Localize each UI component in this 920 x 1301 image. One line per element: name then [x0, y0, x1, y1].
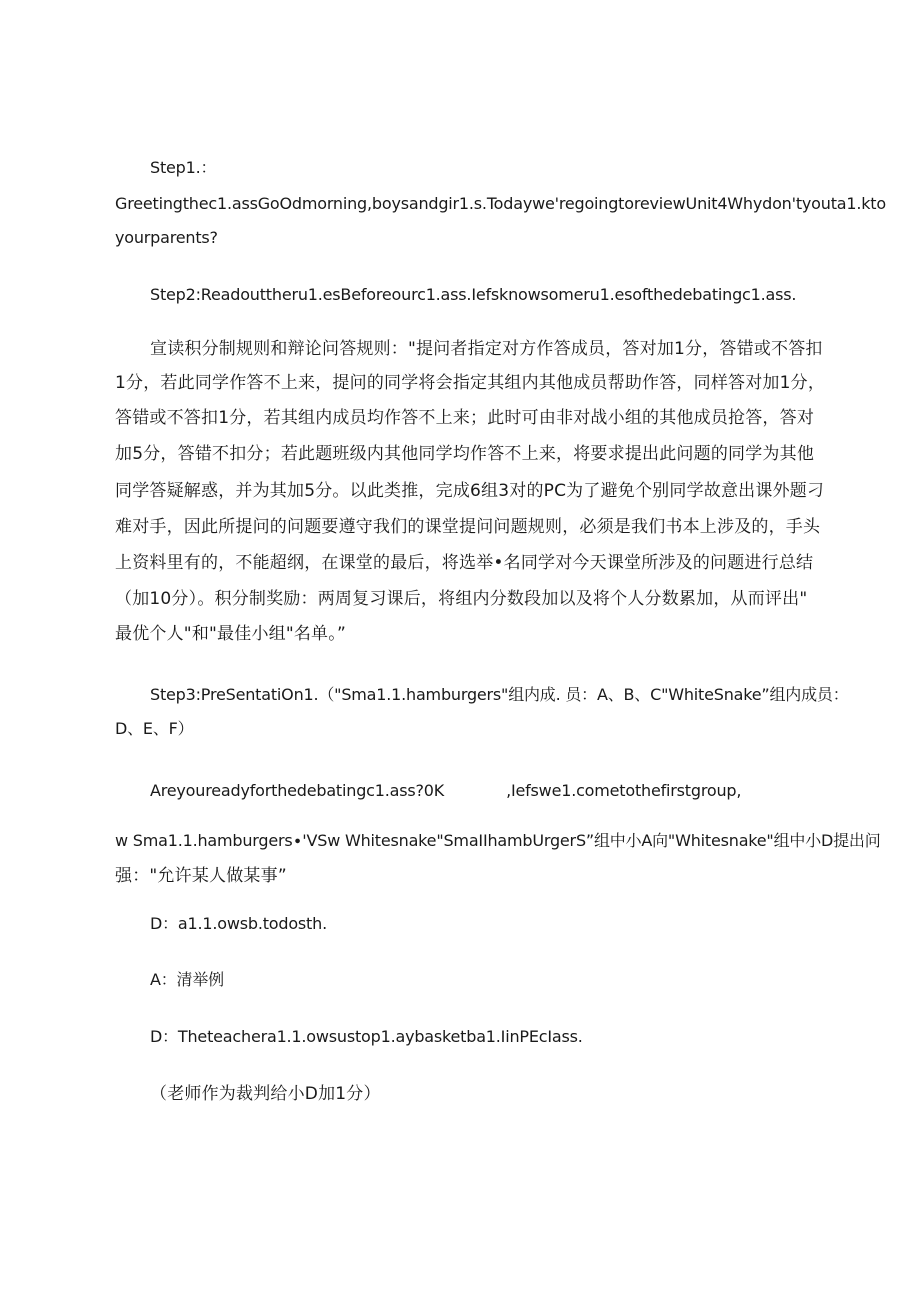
- rules-line: 1分，若此同学作答不上来，提问的同学将会指定其组内其他成员帮助作答，同样答对加1分，: [115, 373, 826, 393]
- ready-question: Areyoureadyforthedebatingc1.ass?0K: [150, 781, 445, 800]
- step2-paragraph: Step2:Readouttheru1.esBeforeourc1.ass.Iefsknowsomeru1.esofthedebatingc1.ass.: [150, 285, 797, 304]
- step1-greeting-line-continued: yourparents?: [115, 228, 218, 247]
- step1-heading: Step1.：: [150, 158, 217, 177]
- rules-line: 同学答疑解惑，并为其加5分。以此类推，完成6组3对的PC为了避免个别同学故意出课外题刁: [115, 481, 825, 501]
- teacher-note: （老师作为裁判给小D加1分）: [150, 1084, 381, 1104]
- step3-line-continued: D、E、F）: [115, 719, 194, 738]
- dialog-line-d1: D：a1.1.owsb.todosth.: [150, 914, 327, 933]
- ready-welcome: ,Iefswe1.cometothefirstgroup,: [506, 781, 742, 800]
- step3-line: Step3:PreSentatiOn1.（"Sma1.1.hamburgers"组内成. 员：A、B、C"WhiteSnake”组内成员：: [150, 685, 849, 704]
- rules-line: 宣读积分制规则和辩论问答规则："提问者指定对方作答成员，答对加1分，答错或不答扣: [150, 339, 823, 359]
- rules-line: 答错或不答扣1分，若其组内成员均作答不上来；此时可由非对战小组的其他成员抢答，答对: [115, 408, 815, 428]
- rules-line: （加10分）。积分制奖励：两周复习课后，将组内分数段加以及将个人分数累加，从而评出": [115, 589, 808, 609]
- dialog-line-a: A：清举例: [150, 970, 224, 989]
- step1-greeting-line: Greetingthec1.assGoOdmorning,boysandgir1.s.Todaywe'regoingtoreviewUnit4Whydon'tyouta1.kto: [115, 194, 886, 213]
- versus-line-continued: 强："允许某人做某事”: [115, 866, 287, 886]
- rules-line: 最优个人"和"最佳小组"名单。”: [115, 624, 346, 644]
- versus-line: w Sma1.1.hamburgers∙'VSw Whitesnake"SmaIIhambUrgerS”组中小A向"Whitesnake"组中小D提出问: [115, 831, 881, 850]
- rules-line: 加5分，答错不扣分；若此题班级内其他同学均作答不上来，将要求提出此问题的同学为其他: [115, 444, 815, 464]
- ready-line: [150, 781, 741, 801]
- rules-line: 难对手，因此所提问的问题要遵守我们的课堂提问问题规则，必须是我们书本上涉及的，手头: [115, 517, 821, 537]
- dialog-line-d2: D：Theteachera1.1.owsustop1.aybasketba1.IinPEcIass.: [150, 1027, 583, 1046]
- rules-line: 上资料里有的，不能超纲，在课堂的最后，将选举•名同学对今天课堂所涉及的问题进行总结: [115, 553, 814, 573]
